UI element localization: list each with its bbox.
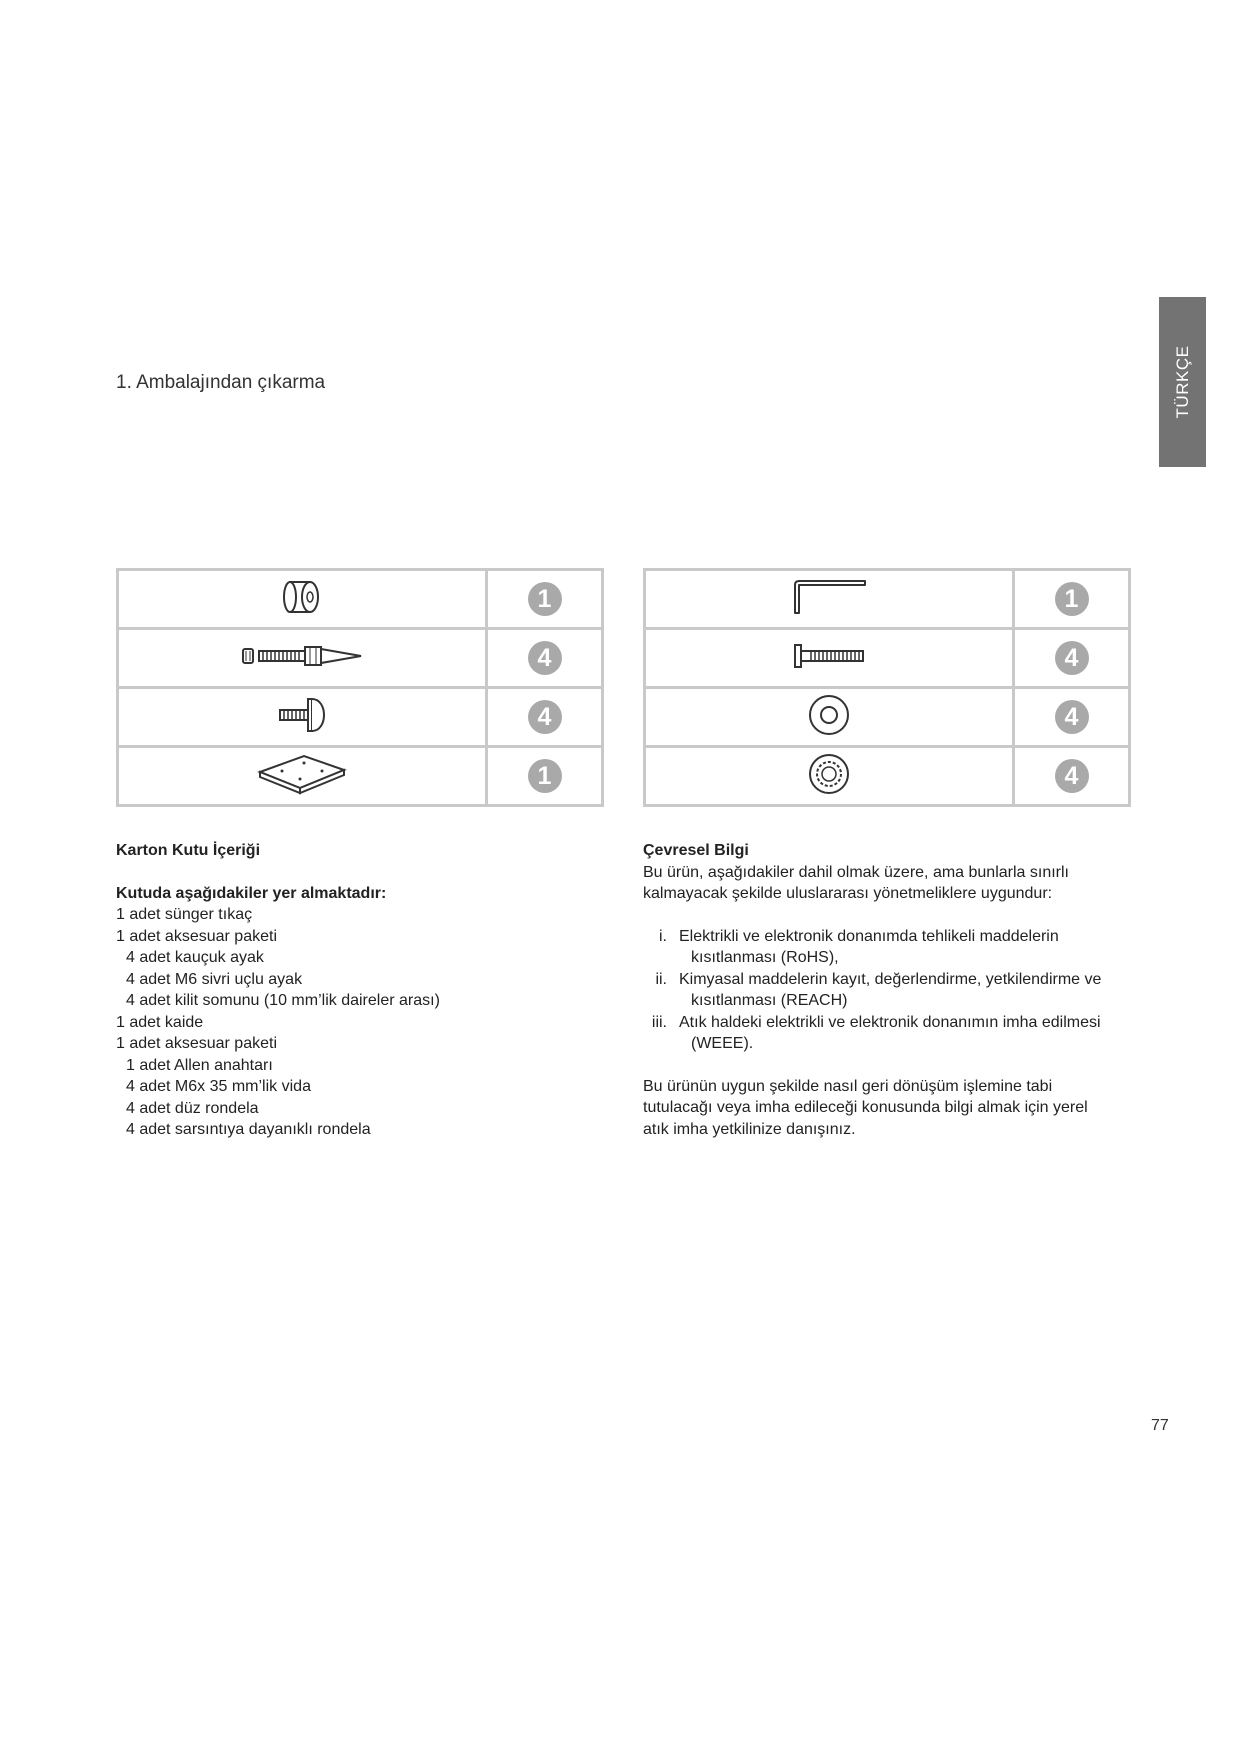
list-item: i. Elektrikli ve elektronik donanımda tehlikeli maddelerin kısıtlanması (RoHS), <box>659 927 1059 966</box>
list-item: 1 adet sünger tıkaç <box>116 906 253 923</box>
list-item: 1 adet Allen anahtarı <box>126 1056 273 1074</box>
box-contents-subheading: Kutuda aşağıdakiler yer almaktadır: <box>116 884 387 902</box>
flat-washer-icon <box>807 693 851 737</box>
section-title: 1. Ambalajından çıkarma <box>116 372 326 393</box>
environment-closing: tutulacağı veya imha edileceği konusunda bilgi almak için yerel <box>643 1099 1088 1116</box>
quantity-badge: 4 <box>1055 700 1089 734</box>
environment-closing: Bu ürünün uygun şekilde nasıl geri dönüşüm işlemine tabi <box>643 1077 1053 1095</box>
list-item: 4 adet M6x 35 mm’lik vida <box>126 1078 311 1095</box>
list-item: 4 adet M6 sivri uçlu ayak <box>126 970 303 988</box>
box-contents-heading: Karton Kutu İçeriği <box>116 842 261 859</box>
table-row <box>645 747 1130 806</box>
table-row <box>118 688 603 747</box>
quantity-badge: 4 <box>1055 641 1089 675</box>
list-item: 4 adet kilit somunu (10 mm’lik daireler arası) <box>126 992 440 1009</box>
list-item: 4 adet kauçuk ayak <box>126 949 264 966</box>
environment-closing: atık imha yetkilinize danışınız. <box>643 1120 856 1138</box>
spike-foot-icon <box>237 641 367 671</box>
list-item: 1 adet aksesuar paketi <box>116 927 277 945</box>
list-item: 4 adet sarsıntıya dayanıklı rondela <box>126 1121 371 1138</box>
language-tab <box>1159 297 1206 467</box>
language-tab-label: TÜRKÇE <box>1172 345 1192 419</box>
page-number: 77 <box>1151 1417 1169 1434</box>
foam-plug-icon <box>272 575 332 619</box>
environment-intro: kalmayacak şekilde uluslararası yönetmeliklere uygundur: <box>643 885 1053 902</box>
table-row <box>645 688 1130 747</box>
environment-section <box>643 840 1163 1140</box>
parts-table-left <box>116 568 604 807</box>
table-row <box>118 570 603 629</box>
table-row <box>118 629 603 688</box>
list-item: 1 adet kaide <box>116 1013 204 1031</box>
table-row <box>118 747 603 806</box>
list-item: 4 adet düz rondela <box>126 1099 259 1117</box>
environment-intro: Bu ürün, aşağıdakiler dahil olmak üzere, ama bunlarla sınırlı <box>643 863 1069 881</box>
quantity-badge: 1 <box>1055 582 1089 616</box>
quantity-badge: 4 <box>528 700 562 734</box>
lock-washer-icon <box>807 752 851 796</box>
screw-icon <box>789 641 869 671</box>
quantity-badge: 1 <box>528 582 562 616</box>
rubber-foot-icon <box>272 693 332 737</box>
parts-table-right <box>643 568 1131 807</box>
list-item: iii. Atık haldeki elektrikli ve elektronik donanımın imha edilmesi (WEEE). <box>651 1013 1101 1052</box>
quantity-badge: 4 <box>528 641 562 675</box>
quantity-badge: 1 <box>528 759 562 793</box>
box-contents-section <box>116 840 586 1141</box>
environment-heading: Çevresel Bilgi <box>643 842 749 859</box>
table-row <box>645 629 1130 688</box>
quantity-badge: 4 <box>1055 759 1089 793</box>
allen-key-icon <box>789 577 869 617</box>
table-row <box>645 570 1130 629</box>
list-item: ii. Kimyasal maddelerin kayıt, değerlendirme, yetkilendirme ve kısıtlanması (REACH) <box>655 970 1102 1009</box>
list-item: 1 adet aksesuar paketi <box>116 1035 277 1052</box>
base-plate-icon <box>252 750 352 798</box>
